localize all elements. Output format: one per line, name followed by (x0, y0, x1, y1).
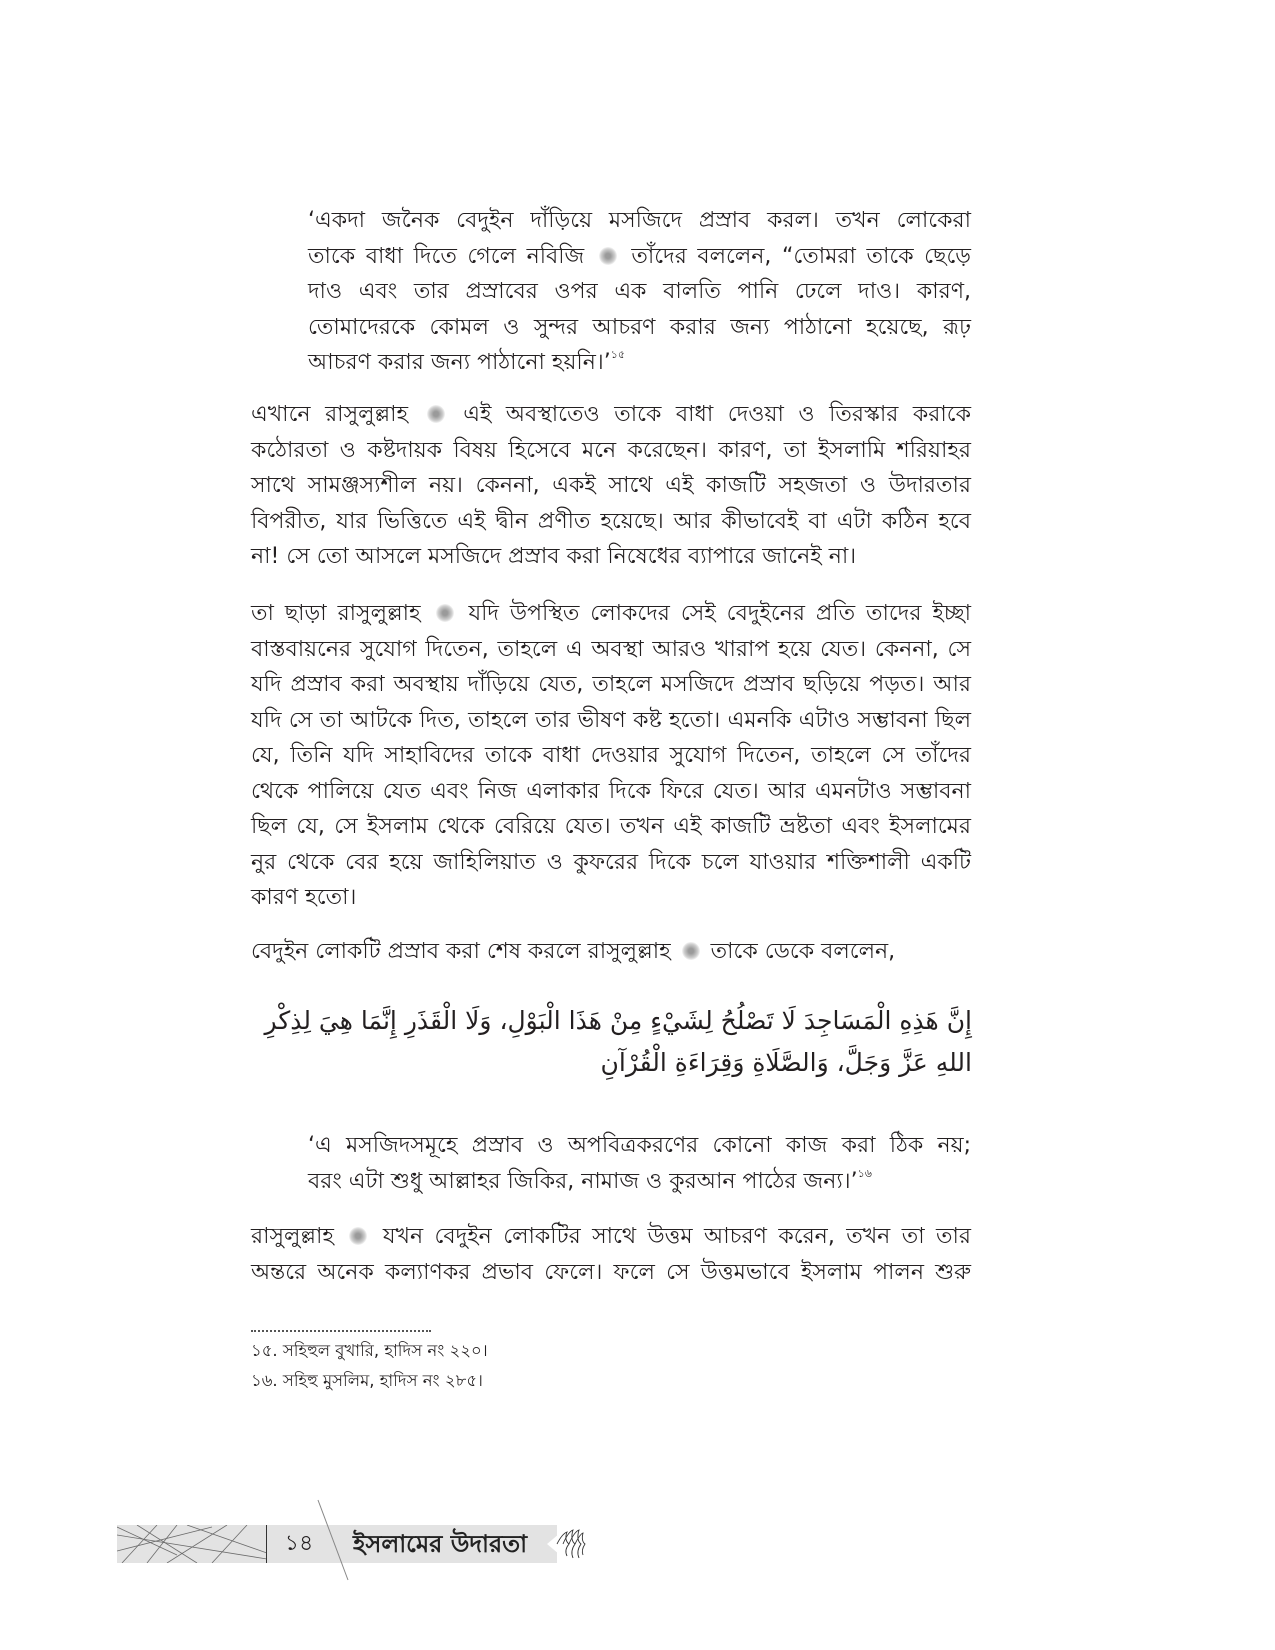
text-line: বাস্তবায়নের সুযোগ দিতেন, তাহলে এ অবস্থা আরও খারাপ হয়ে যেত। কেননা, সে (251, 636, 971, 662)
text-line (308, 239, 971, 275)
text-line: বিপরীত, যার ভিত্তিতে এই দ্বীন প্রণীত হয়েছে। আর কীভাবেই বা এটা কঠিন হবে (251, 508, 971, 534)
text-line: কারণ হতো। (251, 885, 357, 910)
text-line: দাও এবং তার প্রস্রাবের ওপর এক বালতি পানি ঢেলে দাও। কারণ, (308, 279, 971, 304)
text-line: ‘এ মসজিদসমূহে প্রস্রাব ও অপবিত্রকরণের কোনো কাজ করা ঠিক নয়; (308, 1133, 971, 1158)
paragraph-2 (251, 596, 971, 916)
text-line: নুর থেকে বের হয়ে জাহিলিয়াত ও কুফরের দিকে চলে যাওয়ার শক্তিশালী একটি (251, 849, 971, 875)
arabic-line: اللهِ عَزَّ وَجَلَّ، وَالصَّلَاةِ وَقِرَاءَةِ الْقُرْآنِ (600, 1048, 972, 1077)
text-line: কঠোরতা ও কষ্টদায়ক বিষয় হিসেবে মনে করেছেন। কারণ, তা ইসলামি শরিয়াহর (251, 437, 971, 463)
footnote-15: ১৫. সহিহুল বুখারি, হাদিস নং ২২০। (251, 1341, 488, 1360)
footnote-16: ১৬. সহিহু মুসলিম, হাদিস নং ২৮৫। (251, 1371, 483, 1390)
text-line: থেকে পালিয়ে যেত এবং নিজ এলাকার দিকে ফিরে যেত। আর এমনটাও সম্ভাবনা (251, 778, 971, 804)
honorific-icon (349, 1227, 367, 1245)
text-line: অন্তরে অনেক কল্যাণকর প্রভাব ফেলে। ফলে সে উত্তমভাবে ইসলাম পালন শুরু (251, 1259, 971, 1285)
text-fragment: রাসুলুল্লাহ (251, 1224, 334, 1249)
honorific-icon (427, 405, 445, 423)
text-fragment: তাকে ডেকে বললেন, (710, 939, 896, 964)
hadith-translation (308, 1128, 971, 1199)
running-title: ইসলামের উদারতা (353, 1530, 528, 1558)
swirl-ornament-icon (547, 1523, 597, 1565)
text-line: ‘একদা জনৈক বেদুইন দাঁড়িয়ে মসজিদে প্রস্রাব করল। তখন লোকেরা (308, 208, 971, 233)
arabic-line: إِنَّ هَذِهِ الْمَسَاجِدَ لَا تَصْلُحُ لِشَيْءٍ مِنْ هَذَا الْبَوْلِ، وَلَا الْقَذَرِ إِنَّمَا هِيَ لِذِكْرِ (264, 1006, 972, 1035)
page-number: ১৪ (284, 1531, 314, 1556)
text-line: যে, তিনি যদি সাহাবিদের তাকে বাধা দেওয়ার সুযোগ দিতেন, তাহলে সে তাঁদের (251, 743, 971, 768)
footnote-ref-16[interactable]: ১৬ (857, 1166, 872, 1180)
text-line (251, 596, 971, 632)
text-line: তোমাদেরকে কোমল ও সুন্দর আচরণ করার জন্য পাঠানো হয়েছে, রূঢ় (308, 314, 971, 340)
text-line (308, 1164, 971, 1200)
text-line: সাথে সামঞ্জস্যশীল নয়। কেননা, একই সাথে এই কাজটি সহজতা ও উদারতার (251, 473, 971, 498)
text-fragment: তাকে বাধা দিতে গেলে নবিজি (308, 243, 585, 269)
text-line: ছিল যে, সে ইসলাম থেকে বেরিয়ে যেত। তখন এই কাজটি ভ্রষ্টতা এবং ইসলামের (251, 814, 971, 839)
text-line (251, 934, 971, 970)
footnote-ref-15[interactable]: ১৫ (610, 348, 625, 361)
text-fragment: বরং এটা শুধু আল্লাহর জিকির, নামাজ ও কুরআন পাঠের জন্য।’ (308, 1168, 858, 1194)
honorific-icon (682, 942, 700, 960)
text-fragment: আচরণ করার জন্য পাঠানো হয়নি।’ (308, 350, 611, 375)
paragraph-3 (251, 934, 971, 970)
text-line: যদি প্রস্রাব করা অবস্থায় দাঁড়িয়ে যেত, তাহলে মসজিদে প্রস্রাব ছড়িয়ে পড়ত। আর (251, 672, 971, 697)
line-art-decoration (117, 1525, 267, 1563)
text-fragment: বেদুইন লোকটি প্রস্রাব করা শেষ করলে রাসুলুল্লাহ (251, 939, 671, 964)
text-line (308, 345, 971, 381)
text-fragment: যখন বেদুইন লোকটির সাথে উত্তম আচরণ করেন, তখন তা তার (382, 1224, 971, 1249)
text-fragment: তা ছাড়া রাসুলুল্লাহ (251, 601, 421, 626)
hadith-quote-1 (308, 203, 971, 381)
banner-divider (266, 1525, 267, 1563)
text-fragment: যদি উপস্থিত লোকদের সেই বেদুইনের প্রতি তাদের ইচ্ছা (468, 601, 972, 626)
text-line (251, 397, 971, 433)
paragraph-1 (251, 397, 971, 575)
text-line: না! সে তো আসলে মসজিদে প্রস্রাব করা নিষেধের ব্যাপারে জানেই না। (251, 544, 857, 569)
page-footer-banner (117, 1525, 597, 1563)
text-line (251, 1219, 971, 1255)
text-line: যদি সে তা আটকে দিত, তাহলে তার ভীষণ কষ্ট হতো। এমনকি এটাও সম্ভাবনা ছিল (251, 707, 971, 733)
text-fragment: এখানে রাসুলুল্লাহ (251, 402, 409, 427)
paragraph-4 (251, 1219, 971, 1290)
footnote-separator (251, 1330, 431, 1332)
arabic-hadith (264, 1000, 972, 1084)
text-fragment: তাঁদের বললেন, “তোমরা তাকে ছেড়ে (631, 243, 971, 269)
honorific-icon (436, 604, 454, 622)
honorific-icon (599, 247, 617, 265)
text-fragment: এই অবস্থাতেও তাকে বাধা দেওয়া ও তিরস্কার করাকে (463, 402, 971, 427)
